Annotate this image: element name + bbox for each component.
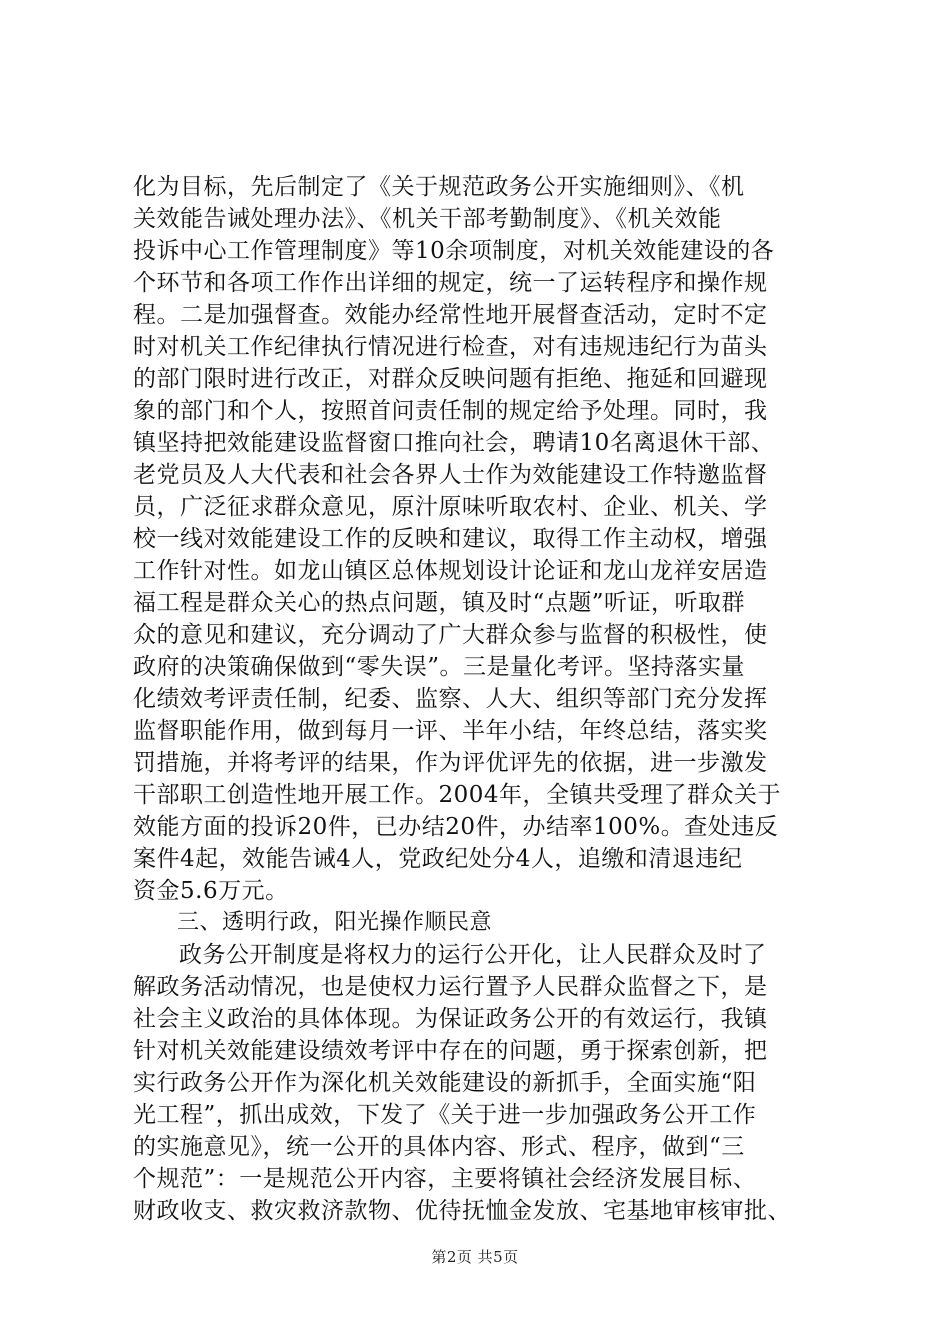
text-line: 政务公开制度是将权力的运行公开化，让人民群众及时了	[179, 942, 767, 968]
text-line: 福工程是群众关心的热点问题，镇及时“点题”听证，听取群	[133, 590, 746, 616]
text-line: 象的部门和个人，按照首问责任制的规定给予处理。同时，我	[133, 398, 768, 424]
document-body	[133, 171, 833, 1227]
text-line: 实行政务公开作为深化机关效能建设的新抓手，全面实施“阳	[133, 1070, 757, 1096]
text-line: 时对机关工作纪律执行情况进行检查，对有违规违纪行为苗头	[133, 334, 768, 360]
text-line: 工作针对性。如龙山镇区总体规划设计论证和龙山龙祥安居造	[133, 558, 768, 584]
text-line: 老党员及人大代表和社会各界人士作为效能建设工作特邀监督	[133, 462, 768, 488]
text-line: 政府的决策确保做到“零失误”。三是量化考评。坚持落实量	[133, 654, 746, 680]
text-line: 化为目标，先后制定了《关于规范政务公开实施细则》、《机	[133, 174, 745, 200]
text-line: 资金5.6万元。	[133, 878, 289, 904]
text-line: 监督职能作用，做到每月一评、半年小结，年终总结，落实奖	[133, 718, 768, 744]
text-line: 的部门限时进行改正，对群众反映问题有拒绝、拖延和回避现	[133, 366, 768, 392]
text-line: 关效能告诫处理办法》、《机关干部考勤制度》、《机关效能	[133, 206, 722, 232]
text-line: 众的意见和建议，充分调动了广大群众参与监督的积极性，使	[133, 622, 768, 648]
paragraph-transparency	[133, 939, 833, 1227]
text-line: 光工程”，抓出成效，下发了《关于进一步加强政务公开工作	[133, 1102, 757, 1128]
text-line: 化绩效考评责任制，纪委、监察、人大、组织等部门充分发挥	[133, 686, 768, 712]
text-line: 解政务活动情况，也是使权力运行置予人民群众监督之下，是	[133, 974, 768, 1000]
text-line: 员，广泛征求群众意见，原汁原味听取农村、企业、机关、学	[133, 494, 768, 520]
text-line: 干部职工创造性地开展工作。2004年，全镇共受理了群众关于	[133, 782, 782, 808]
text-line: 镇坚持把效能建设监督窗口推向社会，聘请10名离退休干部、	[133, 430, 775, 456]
text-line: 效能方面的投诉20件，已办结20件，办结率100%。查处违反	[133, 814, 779, 840]
text-line: 罚措施，并将考评的结果，作为评优评先的依据，进一步激发	[133, 750, 768, 776]
text-line: 校一线对效能建设工作的反映和建议，取得工作主动权，增强	[133, 526, 768, 552]
text-line: 个规范”：一是规范公开内容，主要将镇社会经济发展目标、	[133, 1166, 757, 1192]
page-footer: 第2页 共5页	[431, 1248, 519, 1266]
text-line: 的实施意见》，统一公开的具体内容、形式、程序，做到“三	[133, 1134, 745, 1160]
text-line: 投诉中心工作管理制度》等10余项制度，对机关效能建设的各	[133, 238, 775, 264]
text-line: 案件4起，效能告诫4人，党政纪处分4人，追缴和清退违纪	[133, 846, 743, 872]
section-heading: 三、透明行政，阳光操作顺民意	[177, 910, 493, 935]
text-line: 程。二是加强督查。效能办经常性地开展督查活动，定时不定	[133, 302, 768, 328]
text-line: 社会主义政治的具体体现。为保证政务公开的有效运行，我镇	[133, 1006, 768, 1032]
text-line: 个环节和各项工作作出详细的规定，统一了运转程序和操作规	[133, 270, 768, 296]
text-line: 财政收支、救灾救济款物、优待抚恤金发放、宅基地审核审批、	[133, 1198, 791, 1224]
text-line: 针对机关效能建设绩效考评中存在的问题，勇于探索创新，把	[133, 1038, 768, 1064]
paragraph-continued	[133, 171, 833, 907]
